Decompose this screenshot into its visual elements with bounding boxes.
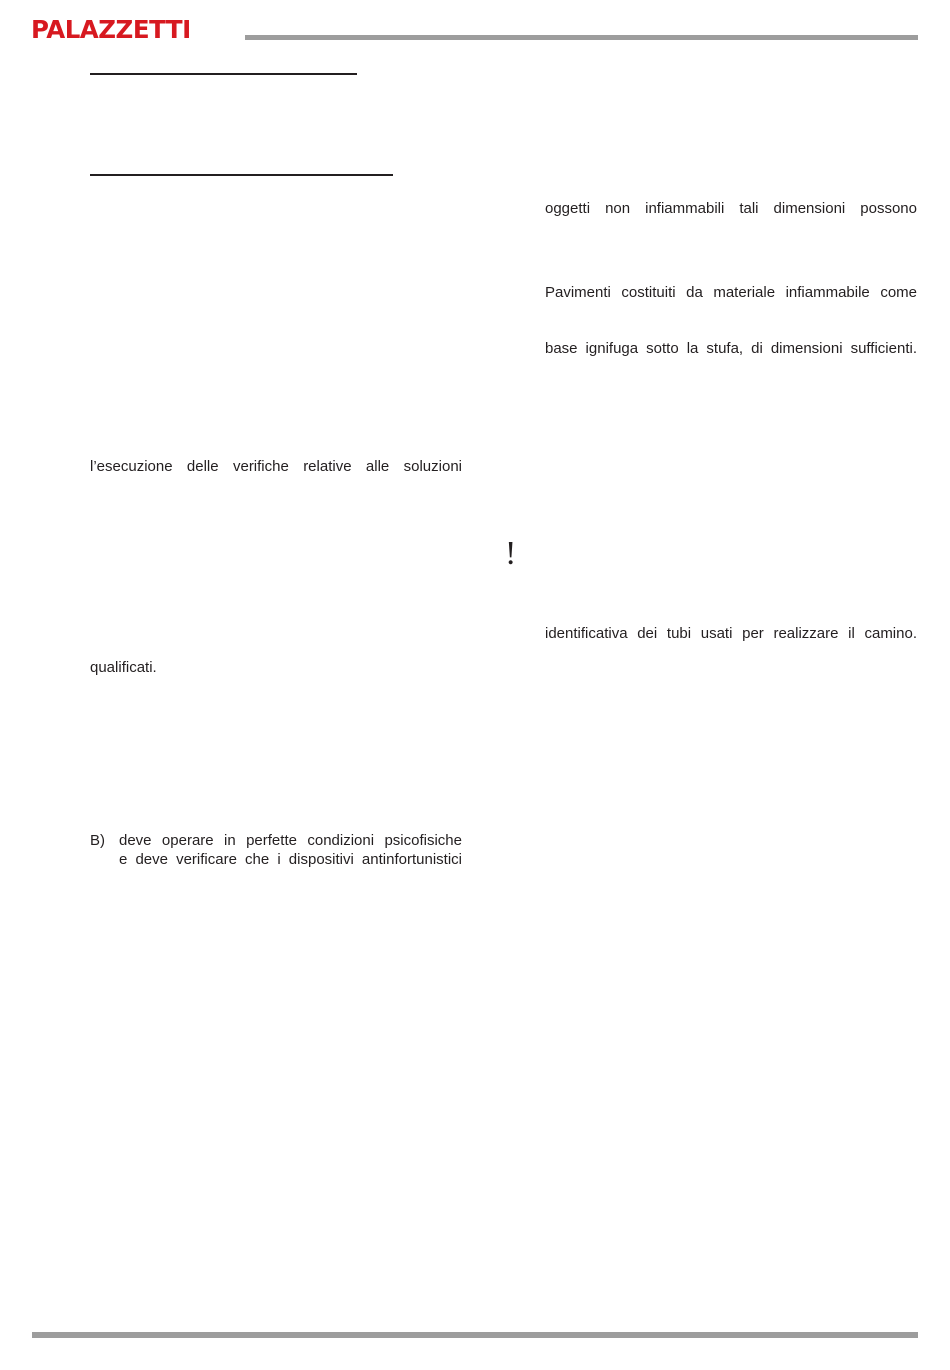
right-paragraph-line-1: oggetti non infiammabili tali dimensioni possono — [545, 200, 917, 217]
list-item-b-line-1: deve operare in perfette condizioni psicofisiche — [119, 832, 462, 849]
right-paragraph-line-3: base ignifuga sotto la stufa, di dimensioni sufficienti. — [545, 340, 917, 357]
header-divider — [245, 35, 918, 40]
footer-divider — [32, 1332, 918, 1338]
list-item-b-line-2: e deve verificare che i dispositivi antinfortunistici — [119, 851, 462, 868]
warning-icon: ! — [505, 535, 517, 572]
section-heading-rule-1 — [90, 73, 357, 75]
right-paragraph-line-4: identificativa dei tubi usati per realizzare il camino. — [545, 625, 917, 642]
list-item-b-label: B) — [90, 832, 105, 849]
left-paragraph-line-2: qualificati. — [90, 659, 157, 676]
left-paragraph-line-1: l’esecuzione delle verifiche relative alle soluzioni — [90, 458, 462, 475]
section-heading-rule-2 — [90, 174, 393, 176]
right-paragraph-line-2: Pavimenti costituiti da materiale infiammabile come — [545, 284, 917, 301]
brand-logo: PALAZZETTI — [31, 15, 191, 44]
